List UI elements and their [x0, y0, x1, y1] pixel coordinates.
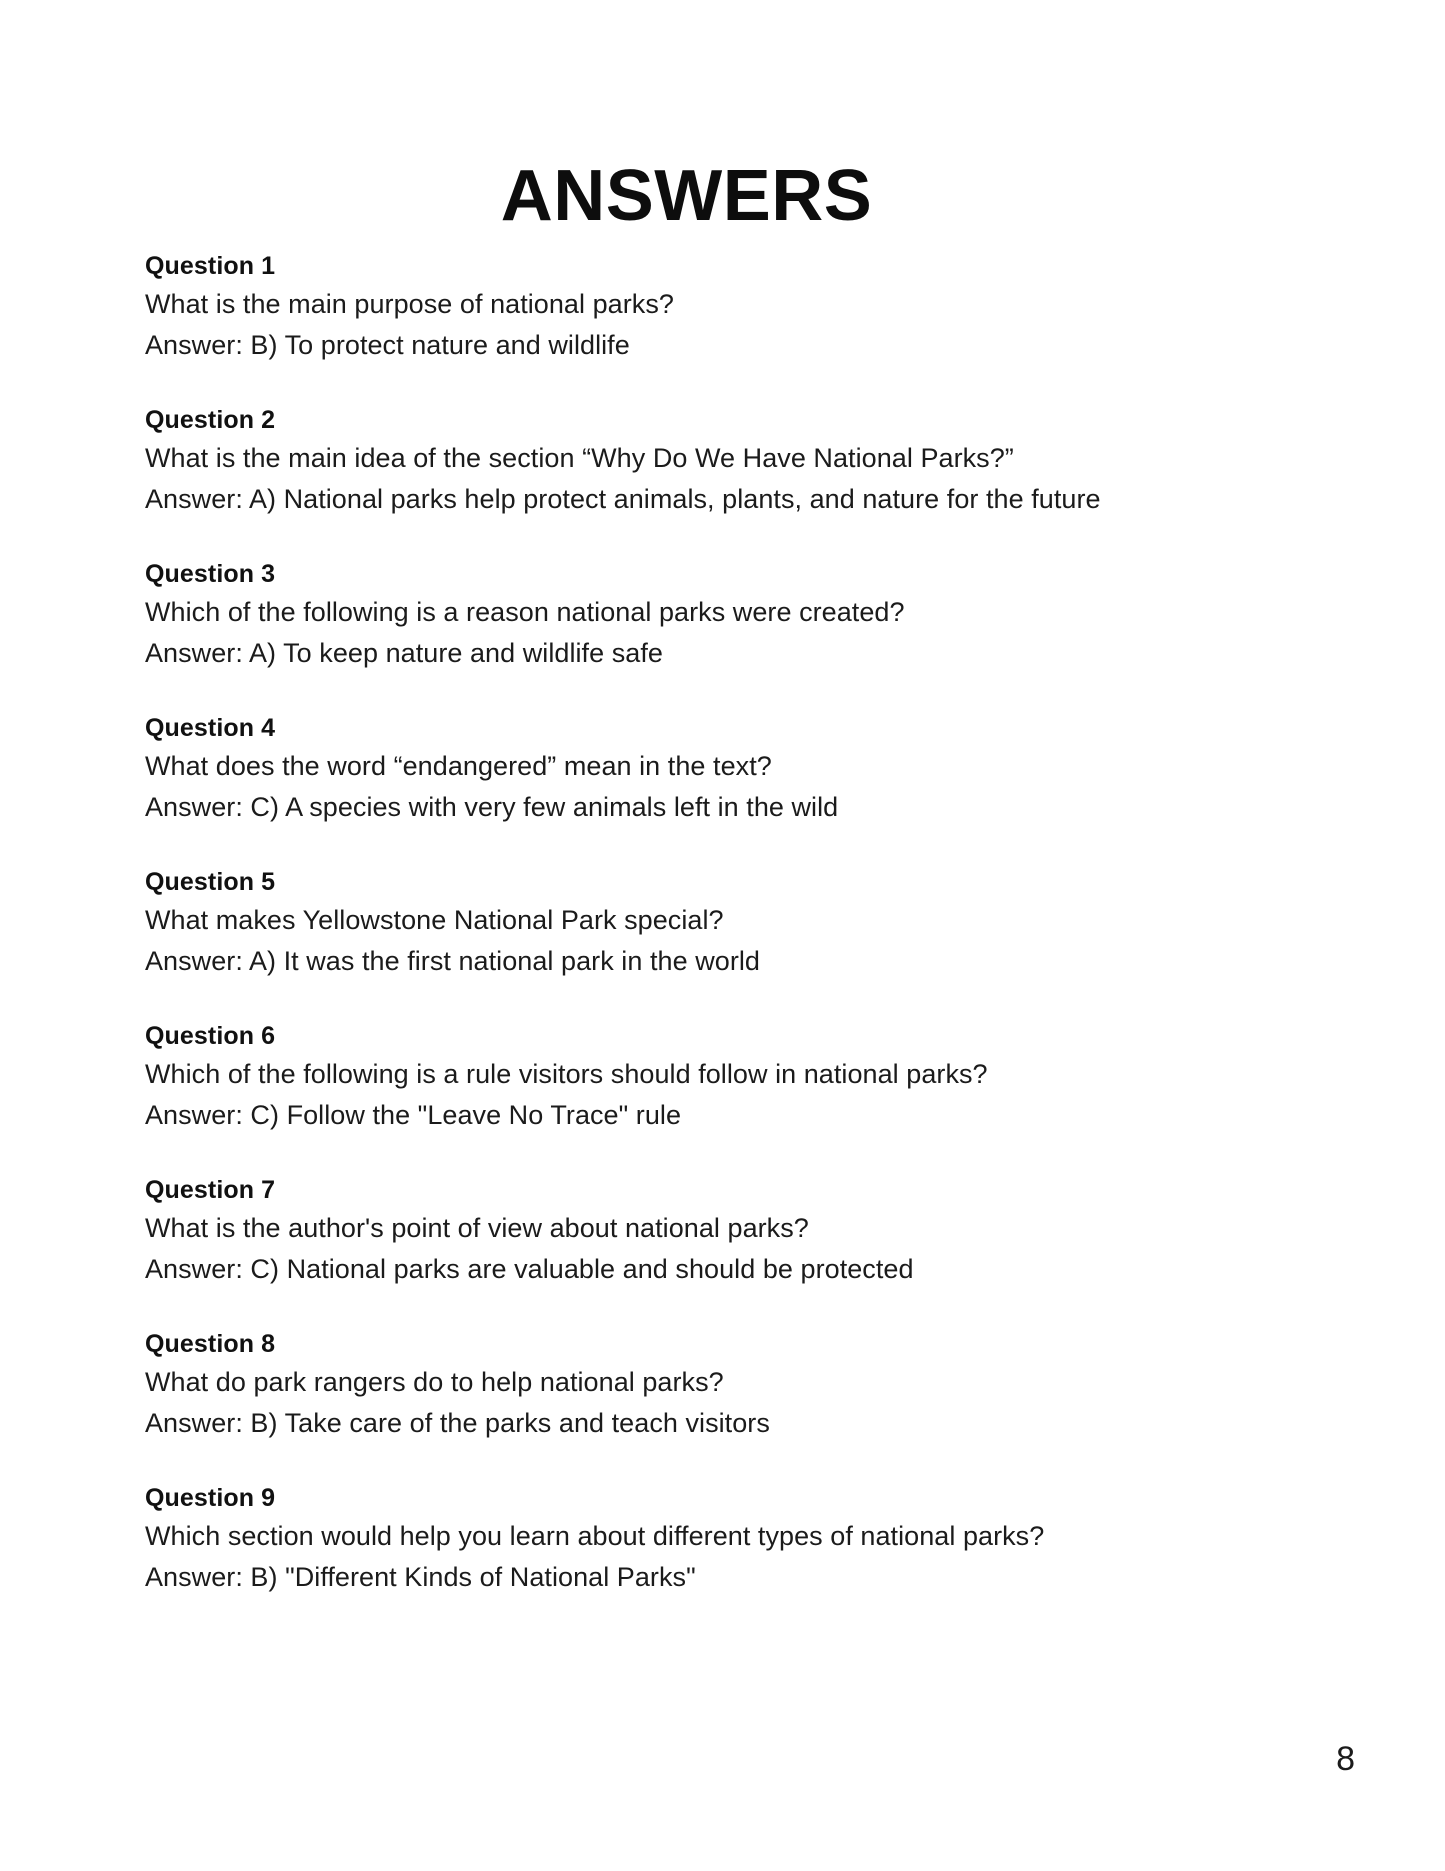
question-heading: Question 6	[145, 1022, 276, 1050]
question-block	[145, 710, 1325, 828]
questions-list	[145, 248, 1325, 1598]
question-answer: Answer: C) A species with very few animals left in the wild	[145, 792, 839, 822]
question-text: What do park rangers do to help national parks?	[145, 1367, 724, 1397]
question-answer: Answer: C) National parks are valuable and should be protected	[145, 1254, 914, 1284]
question-block	[145, 248, 1325, 366]
page-title: ANSWERS	[500, 156, 873, 237]
question-heading: Question 2	[145, 406, 276, 434]
question-block	[145, 1018, 1325, 1136]
question-answer: Answer: A) It was the first national park in the world	[145, 946, 760, 976]
question-answer: Answer: B) To protect nature and wildlife	[145, 330, 630, 360]
page-number: 8	[1336, 1740, 1355, 1778]
question-text: What does the word “endangered” mean in the text?	[145, 751, 772, 781]
question-block	[145, 402, 1325, 520]
question-heading: Question 7	[145, 1176, 276, 1204]
question-text: Which of the following is a reason national parks were created?	[145, 597, 905, 627]
question-text: What is the main purpose of national parks?	[145, 289, 674, 319]
question-block	[145, 1172, 1325, 1290]
question-block	[145, 556, 1325, 674]
question-heading: Question 1	[145, 252, 276, 280]
question-heading: Question 9	[145, 1484, 276, 1512]
question-answer: Answer: A) To keep nature and wildlife safe	[145, 638, 663, 668]
question-text: What is the author's point of view about national parks?	[145, 1213, 809, 1243]
question-text: What is the main idea of the section “Why Do We Have National Parks?”	[145, 443, 1014, 473]
question-answer: Answer: B) "Different Kinds of National Parks"	[145, 1562, 696, 1592]
question-block	[145, 1326, 1325, 1444]
question-heading: Question 3	[145, 560, 276, 588]
question-block	[145, 864, 1325, 982]
question-text: Which section would help you learn about different types of national parks?	[145, 1521, 1045, 1551]
question-heading: Question 4	[145, 714, 276, 742]
question-answer: Answer: A) National parks help protect animals, plants, and nature for the future	[145, 484, 1101, 514]
question-text: What makes Yellowstone National Park special?	[145, 905, 724, 935]
question-answer: Answer: C) Follow the "Leave No Trace" rule	[145, 1100, 682, 1130]
question-heading: Question 8	[145, 1330, 276, 1358]
question-answer: Answer: B) Take care of the parks and teach visitors	[145, 1408, 770, 1438]
question-block	[145, 1480, 1325, 1598]
question-text: Which of the following is a rule visitors should follow in national parks?	[145, 1059, 988, 1089]
question-heading: Question 5	[145, 868, 276, 896]
